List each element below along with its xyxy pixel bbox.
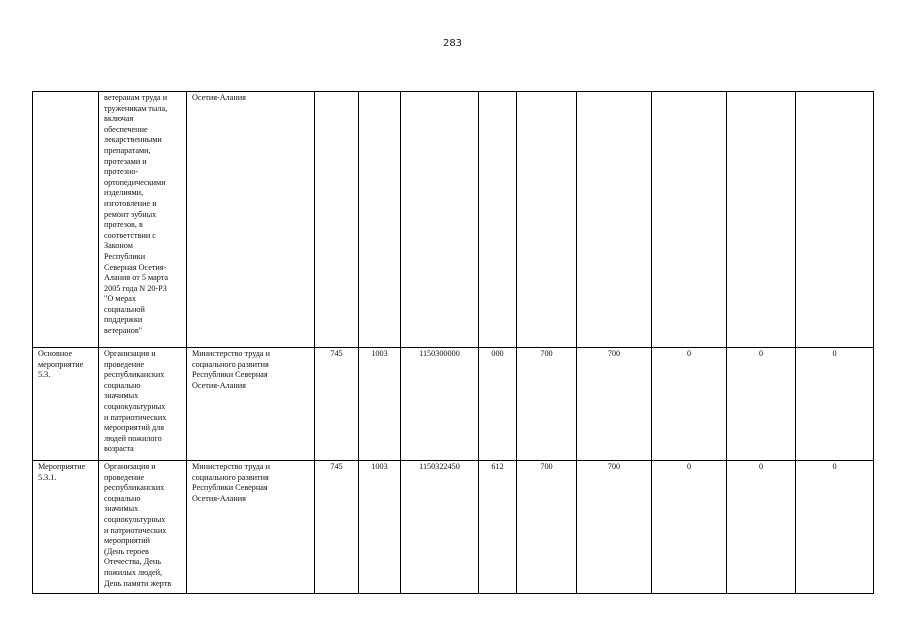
cell-rzpr (359, 92, 401, 348)
cell-name: Организация и проведение республиканских социально значимых социокультурных и патриотических мероприятий (День героев Отечества, День пожилых людей, День памяти жертв (99, 461, 187, 594)
cell-grbs: 745 (315, 461, 359, 594)
cell-value-4: 0 (727, 348, 796, 461)
cell-csr (401, 92, 479, 348)
cell-value-3 (652, 92, 727, 348)
cell-value-2: 700 (577, 348, 652, 461)
cell-value-5 (796, 92, 874, 348)
cell-value-4 (727, 92, 796, 348)
cell-vr: 000 (479, 348, 517, 461)
table-row (33, 92, 874, 348)
cell-code (33, 92, 99, 348)
page-number: 283 (442, 38, 463, 49)
cell-value-1: 700 (517, 348, 577, 461)
cell-code: Основное мероприятие 5.3. (33, 348, 99, 461)
cell-executor: Министерство труда и социального развития Республики Северная Осетия-Алания (187, 461, 315, 594)
cell-value-3: 0 (652, 461, 727, 594)
table-row (33, 348, 874, 461)
cell-name: Организация и проведение республиканских социально значимых социокультурных и патриотических мероприятий для людей пожилого возраста (99, 348, 187, 461)
cell-rzpr: 1003 (359, 461, 401, 594)
cell-value-5: 0 (796, 461, 874, 594)
table-row (33, 461, 874, 594)
cell-executor: Министерство труда и социального развития Республики Северная Осетия-Алания (187, 348, 315, 461)
cell-value-1 (517, 92, 577, 348)
cell-value-3: 0 (652, 348, 727, 461)
cell-grbs (315, 92, 359, 348)
cell-vr (479, 92, 517, 348)
cell-csr: 1150300000 (401, 348, 479, 461)
cell-value-5: 0 (796, 348, 874, 461)
cell-grbs: 745 (315, 348, 359, 461)
cell-value-1: 700 (517, 461, 577, 594)
cell-vr: 612 (479, 461, 517, 594)
cell-csr: 1150322450 (401, 461, 479, 594)
cell-executor: Осетия-Алания (187, 92, 315, 348)
cell-code: Мероприятие 5.3.1. (33, 461, 99, 594)
cell-name: ветеранам труда и труженикам тыла, включая обеспечение лекарственными препаратами, протезами и протезно- ортопедическими изделиями, изготовление и ремонт зубных протезов, в соответствии с Законом Республики Северная Осетия- Алания от 5 марта 2005 года N 20-РЗ "О мерах социальной поддержки ветеранов" (99, 92, 187, 348)
cell-value-2: 700 (577, 461, 652, 594)
cell-value-2 (577, 92, 652, 348)
cell-rzpr: 1003 (359, 348, 401, 461)
budget-table (32, 91, 874, 594)
cell-value-4: 0 (727, 461, 796, 594)
